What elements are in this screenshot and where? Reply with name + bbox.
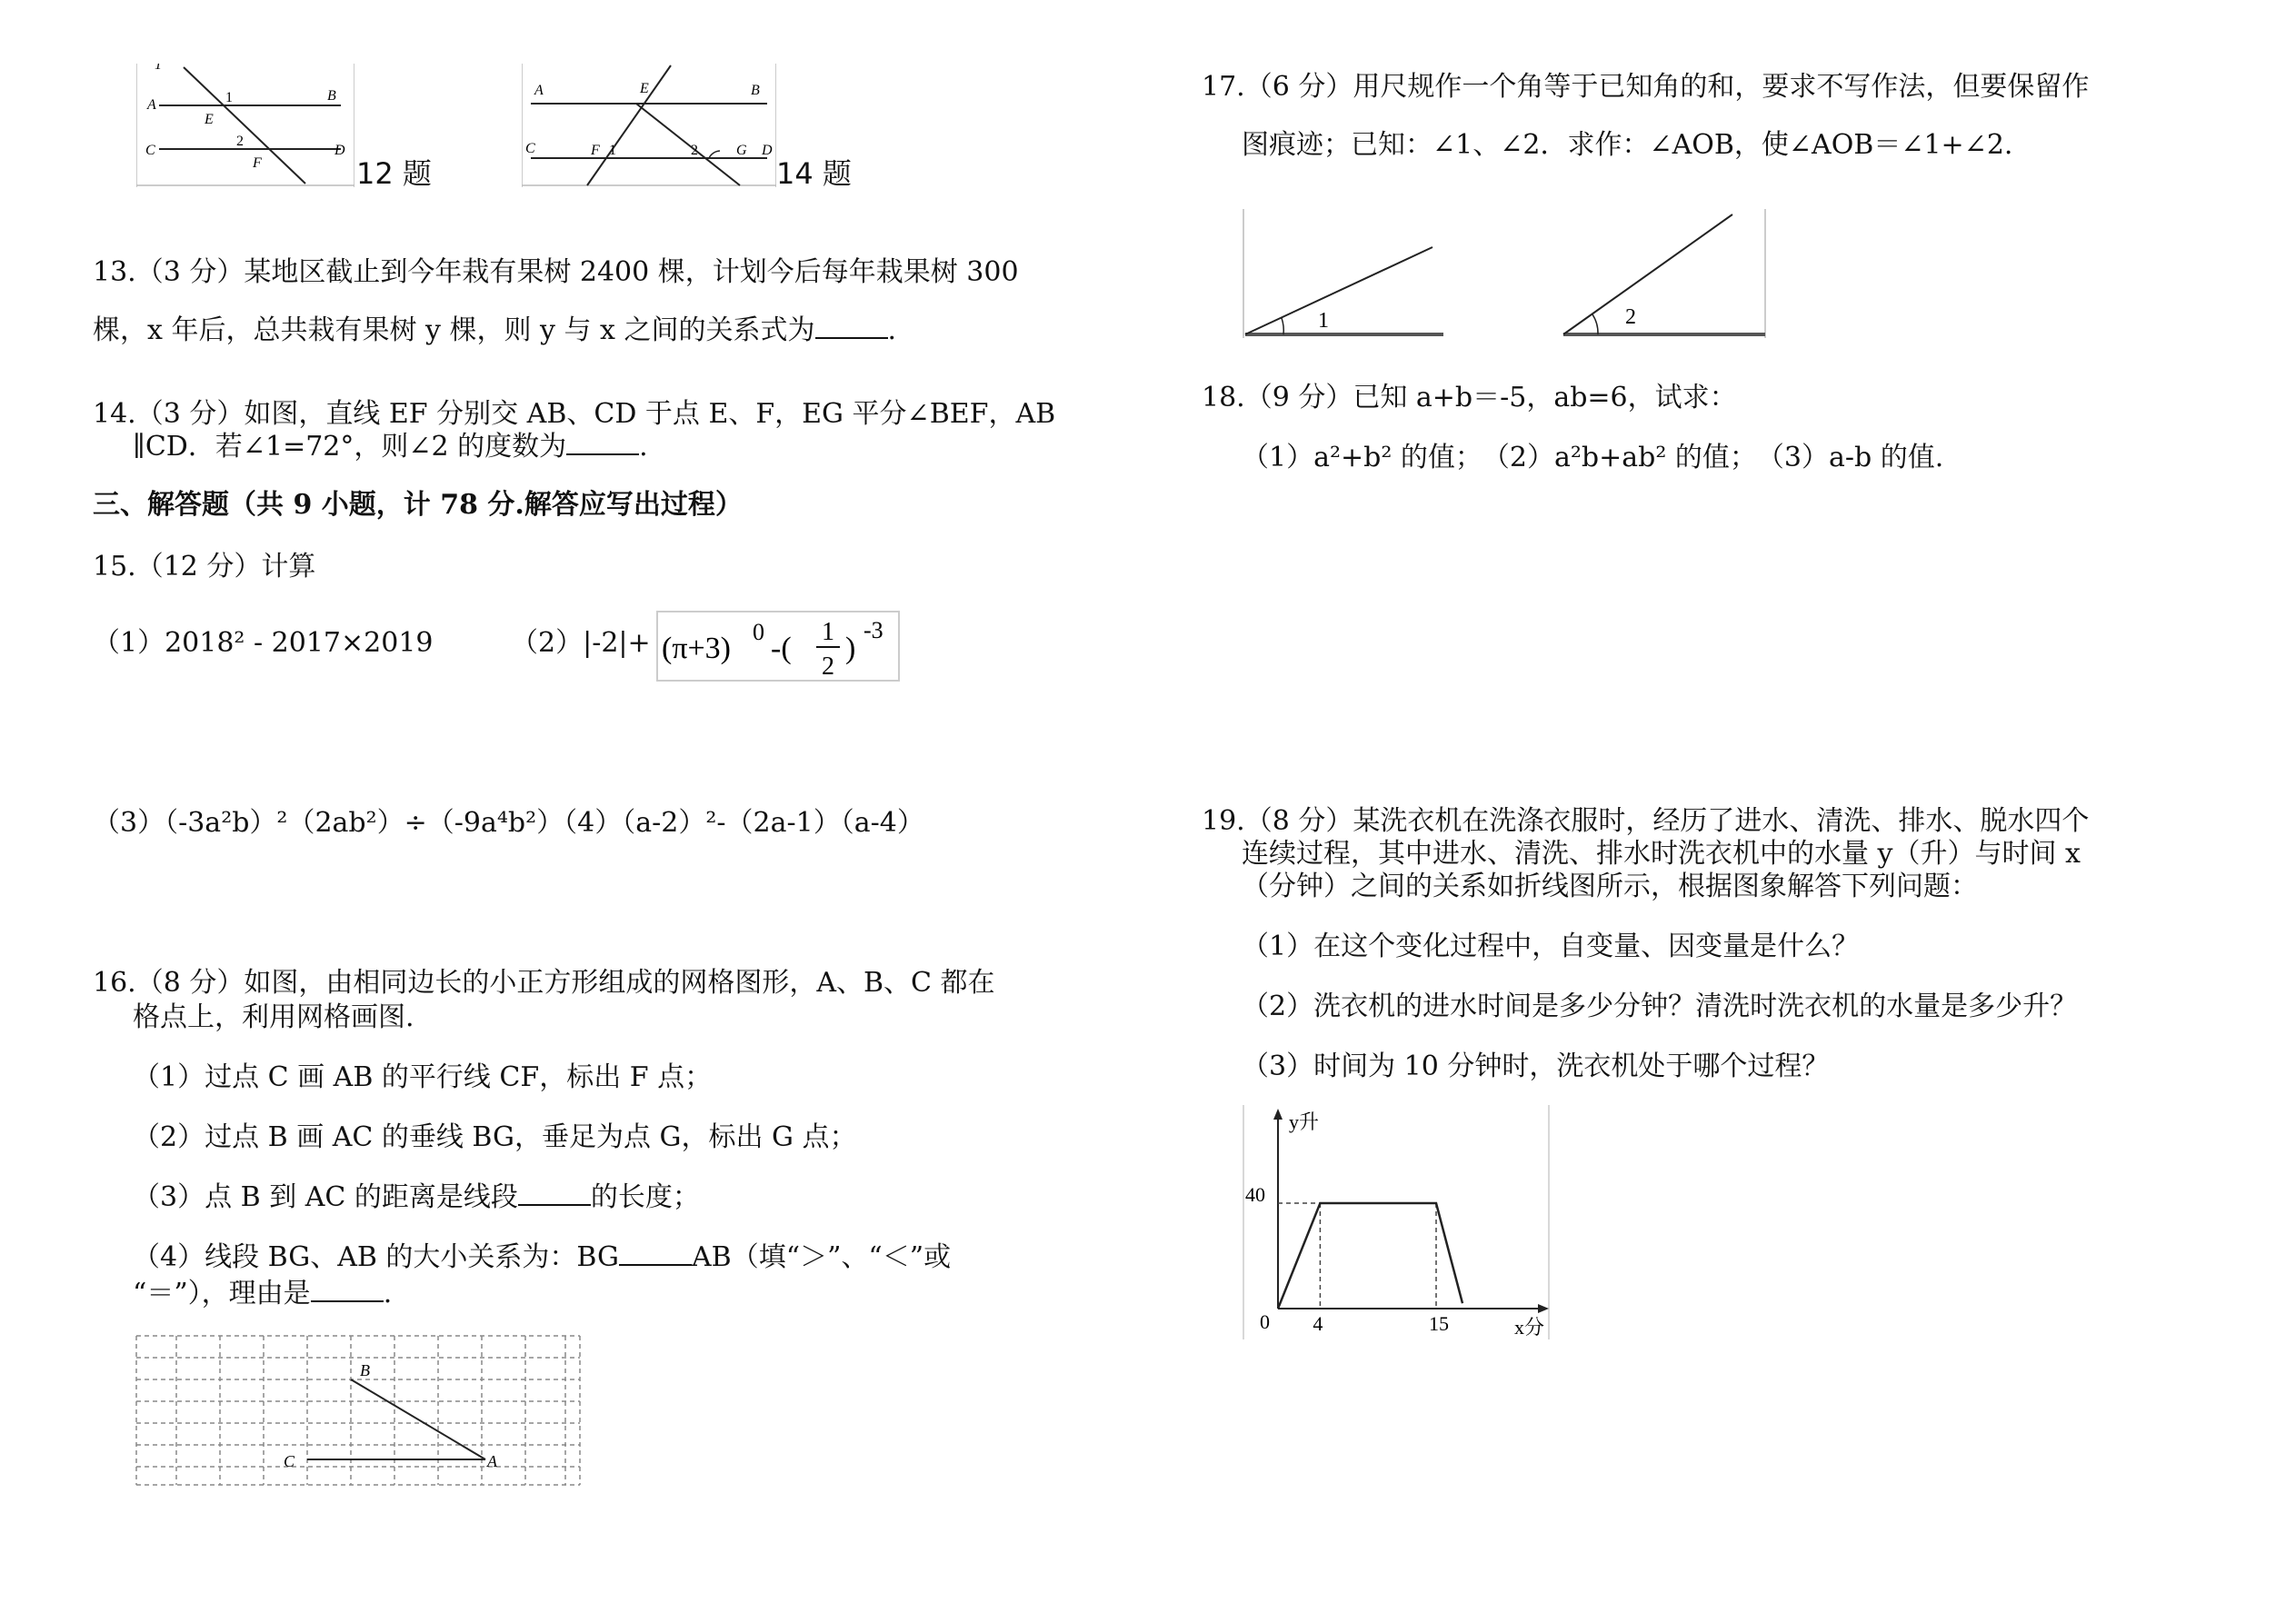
fig12-point-D: D [334,143,345,158]
figure-14-diagram [522,64,776,187]
q16-step2: （2）过点 B 画 AC 的垂线 BG，垂足为点 G，标出 G 点； [133,1121,857,1153]
q16-line1: 16.（8 分）如图，由相同边长的小正方形组成的网格图形，A、B、C 都在 [93,967,995,999]
q19-line2: 连续过程，其中进水、清洗、排水时洗衣机中的水量 y（升）与时间 x [1242,838,2081,870]
q18-line2: （1）a²+b² 的值； （2）a²b+ab² 的值； （3）a-b 的值. [1242,442,1944,473]
q19-line-chart [1242,1105,1551,1339]
q19-step1: （1）在这个变化过程中，自变量、因变量是什么？ [1242,931,1860,962]
q16-step4-text: （4）线段 BG、AB 的大小关系为：BG [133,1241,620,1273]
q15-formula-exp: -3 [863,617,883,643]
fig12-angle-1: 1 [225,90,233,105]
fig12-point-A: A [147,97,156,113]
q16-step5 [133,1276,392,1312]
q16-step3-text: （3）点 B 到 AC 的距离是线段 [133,1181,518,1213]
q15-formula-exp0: 0 [753,619,764,645]
angle-1-label: 1 [1318,309,1329,333]
q15-formula-close: ) [845,632,856,665]
fig14-angle-2: 2 [691,143,698,158]
q15-formula-den: 2 [822,652,834,681]
x-tick-15: 15 [1429,1312,1449,1335]
q16-step5-text: “＝”），理由是 [133,1278,311,1309]
q16-grid [133,1332,584,1489]
fig12-label-1a: 1 [155,64,162,73]
grid-point-B: B [360,1361,370,1379]
q16-grid-figure [133,1332,584,1492]
y-axis-label: y升 [1289,1110,1320,1133]
fig14-point-C: C [525,141,535,156]
q19-step2: （2）洗衣机的进水时间是多少分钟？清洗时洗衣机的水量是多少升？ [1242,991,2078,1022]
fig14-point-B: B [751,83,760,98]
q16-step3-end: 的长度； [590,1181,700,1213]
q16-step4-blank [619,1240,692,1266]
q15-formula [656,611,902,683]
water-volume-line [1278,1203,1462,1309]
q16-step5-end: . [383,1278,393,1309]
q13-answer-blank [815,314,888,339]
q17-angles-figure [1242,209,1767,342]
q17-line1: 17.（6 分）用尺规作一个角等于已知角的和，要求不写作法，但要保留作 [1202,71,2090,103]
fig14-point-D: D [762,143,773,158]
q15-part2: （2）|-2|+ [511,627,651,659]
q19-chart-marks [1278,1203,1462,1335]
q13-line2-text: 棵，x 年后，总共栽有果树 y 棵，则 y 与 x 之间的关系式为 [93,314,815,346]
q13-line1: 13.（3 分）某地区截止到今年栽有果树 2400 棵，计划今后每年栽果树 300 [93,256,1019,288]
q16-step1: （1）过点 C 画 AB 的平行线 CF，标出 F 点； [133,1061,713,1093]
q16-step3-blank [518,1180,591,1206]
q16-step3 [133,1180,700,1216]
q16-step5-blank [311,1277,384,1302]
q14-line1: 14.（3 分）如图，直线 EF 分别交 AB、CD 于点 E、F，EG 平分∠BEF，AB [93,398,1056,430]
q15-part1: （1）2018² - 2017×2019 [93,627,434,659]
q14-line2 [133,429,648,465]
q14-line2-end: . [639,431,648,463]
fig12-point-F: F [253,155,262,171]
x-tick-4: 4 [1313,1312,1323,1335]
angle-2-label: 2 [1625,305,1636,329]
q15-formula-minus: -( [771,632,792,665]
q16-step4-end: AB（填“＞”、“＜”或 [692,1241,952,1273]
fig14-point-E: E [640,81,649,96]
q13-line2-end: . [887,314,897,346]
q19-chart-figure [1242,1105,1551,1343]
q15-formula-base: (π+3) [662,632,731,665]
q14-answer-blank [566,430,639,455]
q18-line1: 18.（9 分）已知 a+b＝-5，ab=6，试求： [1202,382,1737,413]
y-tick-40: 40 [1245,1183,1265,1206]
grid-point-A: A [487,1452,497,1470]
q19-step3: （3）时间为 10 分钟时，洗衣机处于哪个过程？ [1242,1050,1830,1082]
fig14-point-A: A [534,83,544,98]
q16-step4 [133,1240,951,1276]
q15-title: 15.（12 分）计算 [93,551,316,582]
q15-part3-4: （3）（-3a²b）²（2ab²）÷（-9a⁴b²）（4）（a-2）²-（2a-1）（a-4） [93,807,924,839]
figure-14 [522,64,776,191]
q15-formula-num: 1 [822,618,834,646]
figure-14-label: 14 题 [776,156,852,191]
fig12-point-B: B [327,88,336,104]
q17-line2: 图痕迹；已知：∠1、∠2．求作：∠AOB，使∠AOB＝∠1+∠2. [1242,129,2013,161]
fig14-point-G: G [736,143,747,158]
figure-12-label: 12 题 [356,156,432,191]
q19-line3: （分钟）之间的关系如折线图所示，根据图象解答下列问题： [1242,871,1978,902]
section-3-heading: 三、解答题（共 9 小题，计 78 分.解答应写出过程） [93,489,743,521]
q17-angles [1242,209,1767,338]
figure-12 [136,64,354,191]
fig12-angle-2: 2 [236,134,244,149]
q13-line2 [93,313,896,349]
figure-12-diagram [136,64,354,187]
fig12-point-C: C [145,143,155,158]
q16-line2: 格点上，利用网格画图. [133,1001,414,1033]
fig14-point-F: F [591,143,600,158]
fig14-angle-1: 1 [609,143,616,158]
q14-line2-text: ∥CD．若∠1=72°，则∠2 的度数为 [133,431,567,463]
origin-label: 0 [1260,1310,1270,1333]
x-axis-label: x分 [1514,1316,1545,1339]
fig12-point-E: E [205,112,214,127]
grid-point-C: C [284,1452,295,1470]
q15-formula-box [656,611,902,687]
q19-line1: 19.（8 分）某洗衣机在洗涤衣服时，经历了进水、清洗、排水、脱水四个 [1202,805,2090,837]
